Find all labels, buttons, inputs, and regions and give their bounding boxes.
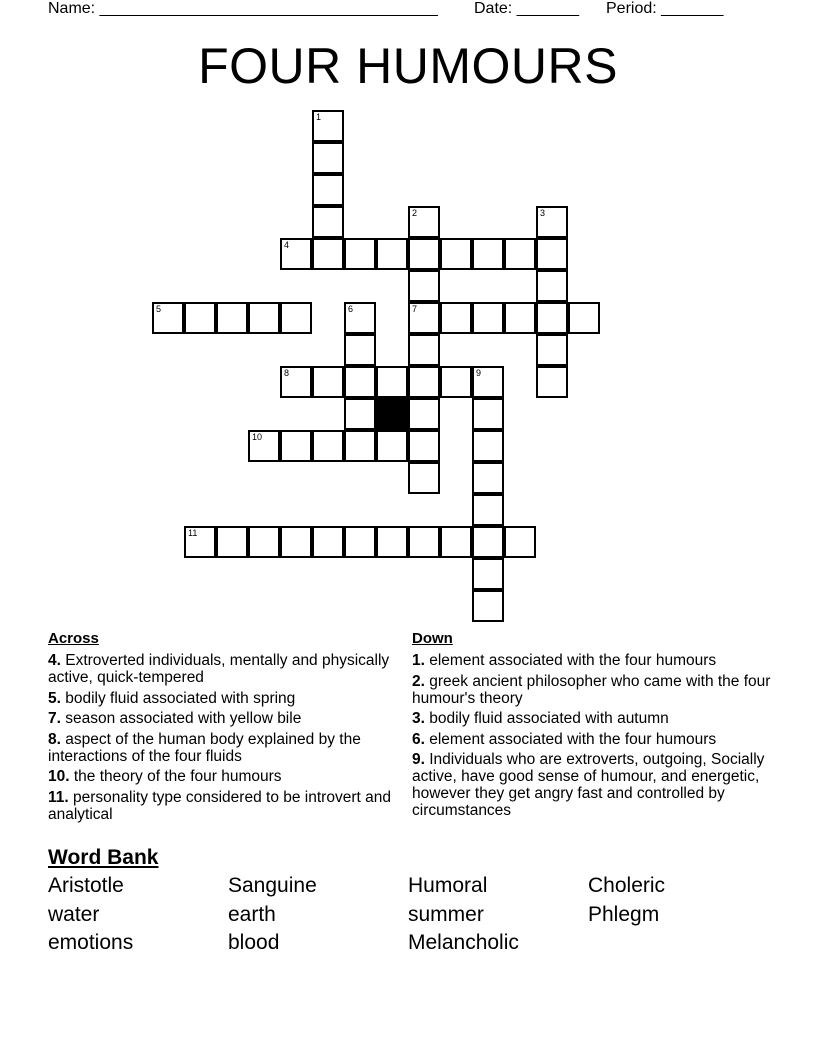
- grid-cell[interactable]: [280, 366, 312, 398]
- grid-cell[interactable]: [440, 366, 472, 398]
- clue-text: element associated with the four humours: [424, 730, 717, 748]
- clue-number: 4: [284, 240, 290, 250]
- grid-cell[interactable]: [440, 302, 472, 334]
- grid-cell[interactable]: [280, 526, 312, 558]
- down-clue: [412, 652, 772, 669]
- word-bank-word: water: [48, 902, 100, 926]
- across-heading: Across: [48, 630, 99, 647]
- period-blank: _______: [661, 0, 724, 17]
- grid-cell[interactable]: [536, 206, 568, 238]
- grid-cell[interactable]: [536, 270, 568, 302]
- grid-cell[interactable]: [408, 398, 440, 430]
- across-clue: [48, 690, 398, 707]
- grid-cell[interactable]: [344, 526, 376, 558]
- grid-cell[interactable]: [312, 206, 344, 238]
- clue-number-label: 2.: [412, 672, 425, 690]
- grid-cell[interactable]: [344, 398, 376, 430]
- grid-cell[interactable]: [408, 430, 440, 462]
- period-label: Period:: [606, 0, 657, 17]
- clue-number: 5: [156, 304, 162, 314]
- word-bank-word: Phlegm: [588, 902, 660, 926]
- grid-cell[interactable]: [280, 302, 312, 334]
- page-title: FOUR HUMOURS: [198, 38, 618, 94]
- grid-cell[interactable]: [344, 238, 376, 270]
- across-clues: [48, 630, 398, 826]
- clue-number: 6: [348, 304, 354, 314]
- grid-cell[interactable]: [472, 462, 504, 494]
- word-bank-word: Sanguine: [228, 874, 317, 897]
- grid-cell[interactable]: [216, 302, 248, 334]
- grid-block: [376, 398, 408, 430]
- grid-cell[interactable]: [248, 302, 280, 334]
- grid-cell[interactable]: [536, 302, 568, 334]
- clue-number-label: 6.: [412, 730, 425, 748]
- clue-number-label: 5.: [48, 689, 61, 707]
- clue-number: 1: [316, 112, 322, 122]
- grid-cell[interactable]: [472, 366, 504, 398]
- grid-cell[interactable]: [216, 526, 248, 558]
- grid-cell[interactable]: [408, 270, 440, 302]
- clue-number-label: 9.: [412, 751, 425, 768]
- grid-cell[interactable]: [280, 238, 312, 270]
- down-clue: [412, 731, 772, 748]
- grid-cell[interactable]: [184, 526, 216, 558]
- clue-number: 9: [476, 368, 482, 378]
- grid-cell[interactable]: [440, 238, 472, 270]
- clue-text: season associated with yellow bile: [60, 710, 302, 727]
- clue-number: 7: [412, 304, 418, 314]
- down-heading: Down: [412, 630, 453, 647]
- clue-number-label: 3.: [412, 710, 425, 727]
- grid-cell[interactable]: [376, 238, 408, 270]
- clue-number: 2: [412, 208, 418, 218]
- grid-cell[interactable]: [472, 526, 504, 558]
- clue-number-label: 10.: [48, 768, 70, 785]
- clue-number: 11: [188, 528, 198, 538]
- grid-cell[interactable]: [472, 590, 504, 622]
- grid-cell[interactable]: [152, 302, 184, 334]
- across-clue: [48, 652, 398, 686]
- word-bank-word: emotions: [48, 931, 134, 954]
- word-bank-heading: Word Bank: [48, 846, 159, 869]
- grid-cell[interactable]: [344, 430, 376, 462]
- clue-text: bodily fluid associated with spring: [60, 689, 296, 707]
- down-clue: [412, 710, 772, 727]
- grid-cell[interactable]: [408, 462, 440, 494]
- grid-cell[interactable]: [472, 398, 504, 430]
- clue-text: Extroverted individuals, mentally and physically active, quick-tempered: [48, 652, 390, 686]
- grid-cell[interactable]: [472, 494, 504, 526]
- clue-number-label: 11.: [48, 788, 69, 806]
- clue-number-label: 8.: [48, 730, 61, 748]
- grid-cell[interactable]: [408, 366, 440, 398]
- word-bank-word: earth: [228, 902, 276, 926]
- grid-cell[interactable]: [408, 302, 440, 334]
- grid-cell[interactable]: [472, 238, 504, 270]
- grid-cell[interactable]: [408, 206, 440, 238]
- clue-number: 3: [540, 208, 546, 218]
- grid-cell[interactable]: [312, 430, 344, 462]
- word-bank-word: Choleric: [588, 874, 666, 897]
- grid-cell[interactable]: [184, 302, 216, 334]
- clue-number: 10: [252, 432, 263, 442]
- name-label: Name:: [48, 0, 96, 17]
- clue-text: personality type considered to be introvert and analytical: [48, 788, 391, 823]
- clue-number-label: 4.: [48, 652, 61, 669]
- grid-cell[interactable]: [312, 526, 344, 558]
- grid-cell[interactable]: [280, 430, 312, 462]
- grid-cell[interactable]: [504, 238, 536, 270]
- clue-number-label: 7.: [48, 710, 61, 727]
- name-blank: ______________________________________: [99, 0, 438, 17]
- word-bank-word: Melancholic: [408, 931, 519, 954]
- clue-text: bodily fluid associated with autumn: [424, 710, 669, 727]
- grid-cell[interactable]: [376, 526, 408, 558]
- grid-cell[interactable]: [312, 110, 344, 142]
- clue-number: 8: [284, 368, 290, 378]
- grid-cell[interactable]: [472, 558, 504, 590]
- clue-text: element associated with the four humours: [424, 652, 717, 669]
- clue-text: aspect of the human body explained by the interactions of the four fluids: [48, 730, 361, 765]
- grid-cell[interactable]: [472, 430, 504, 462]
- grid-cell[interactable]: [504, 526, 536, 558]
- grid-cell[interactable]: [312, 142, 344, 174]
- down-clue: [412, 673, 772, 707]
- word-bank-word: blood: [228, 931, 280, 954]
- clue-number-label: 1.: [412, 652, 425, 669]
- down-clue: [412, 751, 772, 819]
- across-clue: [48, 731, 398, 765]
- grid-cell[interactable]: [408, 526, 440, 558]
- clue-text: greek ancient philosopher who came with the four humour's theory: [412, 672, 771, 707]
- word-bank-word: summer: [408, 902, 484, 926]
- grid-cell[interactable]: [536, 366, 568, 398]
- grid-cell[interactable]: [376, 430, 408, 462]
- grid-cell[interactable]: [248, 526, 280, 558]
- grid-cell[interactable]: [376, 366, 408, 398]
- grid-cell[interactable]: [408, 238, 440, 270]
- grid-cell[interactable]: [568, 302, 600, 334]
- clue-text: the theory of the four humours: [69, 768, 282, 785]
- grid-cell[interactable]: [344, 302, 376, 334]
- grid-cell[interactable]: [536, 238, 568, 270]
- word-bank-word: Humoral: [408, 874, 488, 897]
- grid-cell[interactable]: [312, 174, 344, 206]
- down-clues: [412, 630, 772, 823]
- across-clue: [48, 710, 398, 727]
- grid-cell[interactable]: [408, 334, 440, 366]
- across-clue: [48, 789, 398, 823]
- date-label: Date:: [474, 0, 513, 17]
- clue-text: Individuals who are extroverts, outgoing, Socially active, have good sense of humour, and energetic, however they get angry fast and controlled by circumstances: [412, 751, 765, 819]
- grid-cell[interactable]: [344, 366, 376, 398]
- across-clue: [48, 768, 398, 785]
- word-bank-word: Aristotle: [48, 874, 124, 897]
- date-blank: _______: [516, 0, 579, 17]
- grid-cell[interactable]: [472, 302, 504, 334]
- grid-cell[interactable]: [248, 430, 280, 462]
- grid-cell[interactable]: [536, 334, 568, 366]
- grid-cell[interactable]: [344, 334, 376, 366]
- grid-cell[interactable]: [312, 238, 344, 270]
- grid-cell[interactable]: [504, 302, 536, 334]
- grid-cell[interactable]: [312, 366, 344, 398]
- grid-cell[interactable]: [440, 526, 472, 558]
